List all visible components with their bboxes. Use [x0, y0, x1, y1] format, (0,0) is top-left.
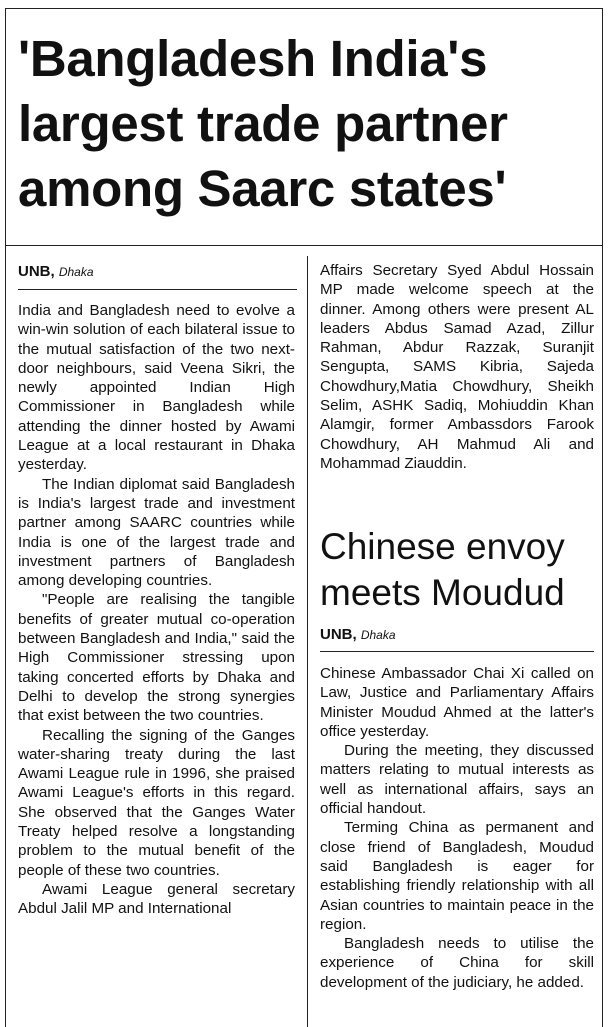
article-column-3 [320, 664, 594, 992]
byline-agency: UNB, [320, 626, 357, 643]
secondary-headline: Chinese envoy meets Moudud [320, 526, 565, 613]
paragraph: Affairs Secretary Syed Abdul Hossain MP made welcome speech at the dinner. Among others were present AL leaders Abdus Samad Azad, Zillur Rahman, Abdur Razzak, Suranjit Sengupta, SAMS Kibria, Sajeda Chowdhury,Matia Chowdhury, Sheikh Selim, ASHK Sadiq, Mohiuddin Khan Alamgir, former Ambassdors Farook Chowdhury, AH Mahmud Ali and Mohammad Ziauddin. [320, 262, 594, 472]
byline-rule [18, 289, 297, 290]
main-headline: 'Bangladesh India's largest trade partner among Saarc states' [18, 30, 508, 217]
byline-place: Dhaka [360, 628, 396, 642]
paragraph: India and Bangladesh need to evolve a win-win solution of each bilateral issue to the mutual satisfaction of the two next-door neighbours, said Veena Sikri, the newly appointed Indian High Commissioner in Bangladesh while attending the dinner hosted by Awami League at a local restaurant in Dhaka yesterday. [18, 302, 295, 474]
paragraph: Awami League general secretary Abdul Jalil MP and International [18, 880, 295, 918]
paragraph: Terming China as permanent and close friend of Bangladesh, Moudud said Bangladesh is eager for establishing friendly relationship with all Asian countries to maintain peace in the region. [320, 819, 594, 933]
byline [18, 263, 94, 280]
byline-rule [320, 651, 594, 652]
headline-rule [6, 245, 602, 246]
paragraph: Chinese Ambassador Chai Xi called on Law, Justice and Parliamentary Affairs Minister Moudud Ahmed at the latter's office yesterday. [320, 665, 594, 740]
column-divider [307, 256, 308, 1027]
byline-place: Dhaka [58, 265, 94, 279]
paragraph: During the meeting, they discussed matters relating to mutual interests as well as international affairs, says an official handout. [320, 742, 594, 818]
byline-agency: UNB, [18, 263, 55, 280]
byline [320, 626, 396, 643]
article-column-1 [18, 301, 295, 919]
paragraph: Recalling the signing of the Ganges water-sharing treaty during the last Awami League rule in 1996, she praised Awami League's efforts in this regard. She observed that the Ganges Water Treaty helped resolve a longstanding problem to the mutual benefit of the people of these two countries. [18, 726, 295, 879]
paragraph: The Indian diplomat said Bangladesh is India's largest trade and investment partner among SAARC countries while India is one of the largest trade and investment partners of Bangladesh among developing countries. [18, 475, 295, 590]
paragraph: "People are realising the tangible benefits of greater mutual co-operation between Bangladesh and India," said the High Commissioner stressing upon taking concerted efforts by Dhaka and Delhi to develop the strong synergies that exist between the two countries. [18, 591, 295, 725]
paragraph: Bangladesh needs to utilise the experience of China for skill development of the judiciary, he added. [320, 935, 594, 991]
article-column-2 [320, 261, 594, 473]
